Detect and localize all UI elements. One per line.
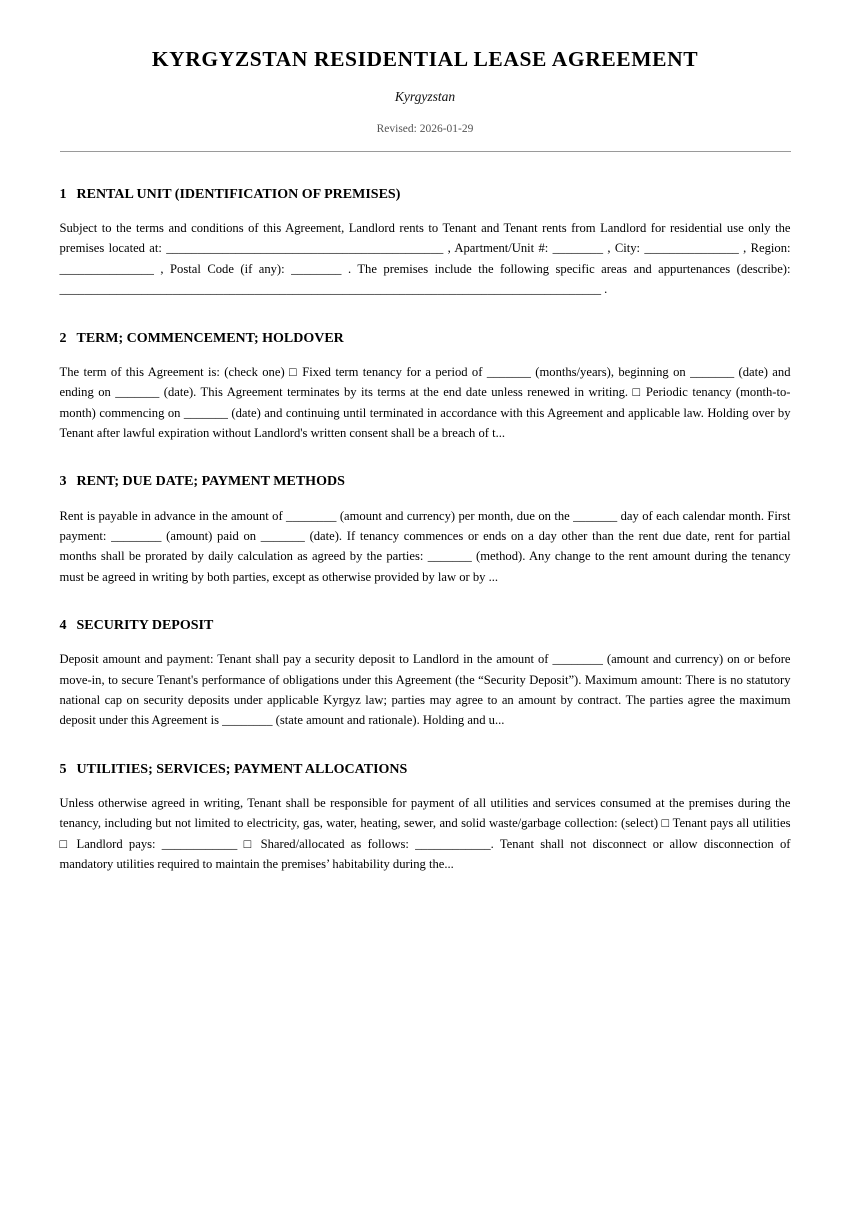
section-3-number: 3 — [59, 474, 67, 490]
section-1-number: 1 — [59, 186, 67, 202]
section-1-heading — [60, 186, 791, 204]
section-4-body: Deposit amount and payment: Tenant shall pay a security deposit to Landlord in the amount of ________ (amount and currency) on or before move-in, to secure Tenant's performance of obligations under this Agreement (the “Security Deposit”). Maximum amount: There is no statutory national cap on security deposits under applicable Kyrgyz law; parties may agree to an amount by contract. The parties agree the maximum deposit under this Agreement is ________ (state amount and rationale). Holding and u... — [59, 652, 791, 728]
section-3-title: RENT; DUE DATE; PAYMENT METHODS — [76, 474, 345, 490]
section-2-number: 2 — [59, 330, 67, 346]
section-5-title: UTILITIES; SERVICES; PAYMENT ALLOCATIONS — [76, 761, 408, 777]
document-title: KYRGYZSTAN RESIDENTIAL LEASE AGREEMENT — [151, 47, 699, 71]
section-1 — [60, 186, 791, 300]
header-divider — [60, 151, 791, 152]
section-4-heading — [60, 617, 791, 635]
section-3-body: Rent is payable in advance in the amount of ________ (amount and currency) per month, due on the _______ day of each calendar month. First payment: ________ (amount) paid on _______ (date). If tenancy commences or ends on a day other than the rent due date, rent for partial months shall be prorated by daily calculation as agreed by the parties: _______ (method). Any change to the rent amount during the tenancy must be agreed in writing by both parties, except as otherwise provided by law or by ... — [59, 508, 791, 584]
section-2-heading — [60, 330, 791, 348]
section-1-body: Subject to the terms and conditions of this Agreement, Landlord rents to Tenant and Tenant rents from Landlord for residential use only the premises located at: ____________________________________________ , Apartment/Unit #: ________ , City: _______________ , Region: _______________ , Postal Code (if any): ________ . The premises include the following specific areas and appurtenances (describe): ______________________________________________________________________________________ . — [59, 221, 791, 297]
section-4-title: SECURITY DEPOSIT — [76, 618, 214, 634]
section-4 — [60, 617, 791, 731]
section-5-number: 5 — [59, 761, 67, 777]
document-content — [60, 0, 791, 1205]
section-5 — [60, 761, 791, 875]
section-1-title: RENTAL UNIT (IDENTIFICATION OF PREMISES) — [76, 186, 401, 202]
section-2-body: The term of this Agreement is: (check one) □ Fixed term tenancy for a period of _______ (months/years), beginning on _______ (date) and ending on _______ (date). This Agreement terminates by its terms at the end date unless renewed in writing. □ Periodic tenancy (month-to-month) commencing on _______ (date) and continuing until terminated in accordance with this Agreement and applicable law. Holding over by Tenant after lawful expiration without Landlord's written consent shall be a breach of t... — [59, 364, 791, 440]
section-3-heading — [60, 473, 791, 491]
section-3 — [60, 473, 791, 587]
section-2-title: TERM; COMMENCEMENT; HOLDOVER — [76, 330, 344, 346]
section-5-heading — [60, 761, 791, 779]
page-bottom-whitespace — [60, 905, 791, 1205]
section-5-body: Unless otherwise agreed in writing, Tenant shall be responsible for payment of all utilities and services consumed at the premises during the tenancy, including but not limited to electricity, gas, water, heating, sewer, and solid waste/garbage collection: (select) □ Tenant pays all utilities □ Landlord pays: ____________ □ Shared/allocated as follows: ____________. Tenant shall not disconnect or allow disconnection of mandatory utilities required to maintain the premises’ habitability during the... — [59, 796, 791, 872]
section-4-number: 4 — [59, 618, 67, 634]
document-subtitle: Kyrgyzstan — [394, 88, 456, 104]
document-revision-date: Revised: 2026-01-29 — [376, 122, 474, 135]
section-2 — [60, 330, 791, 444]
